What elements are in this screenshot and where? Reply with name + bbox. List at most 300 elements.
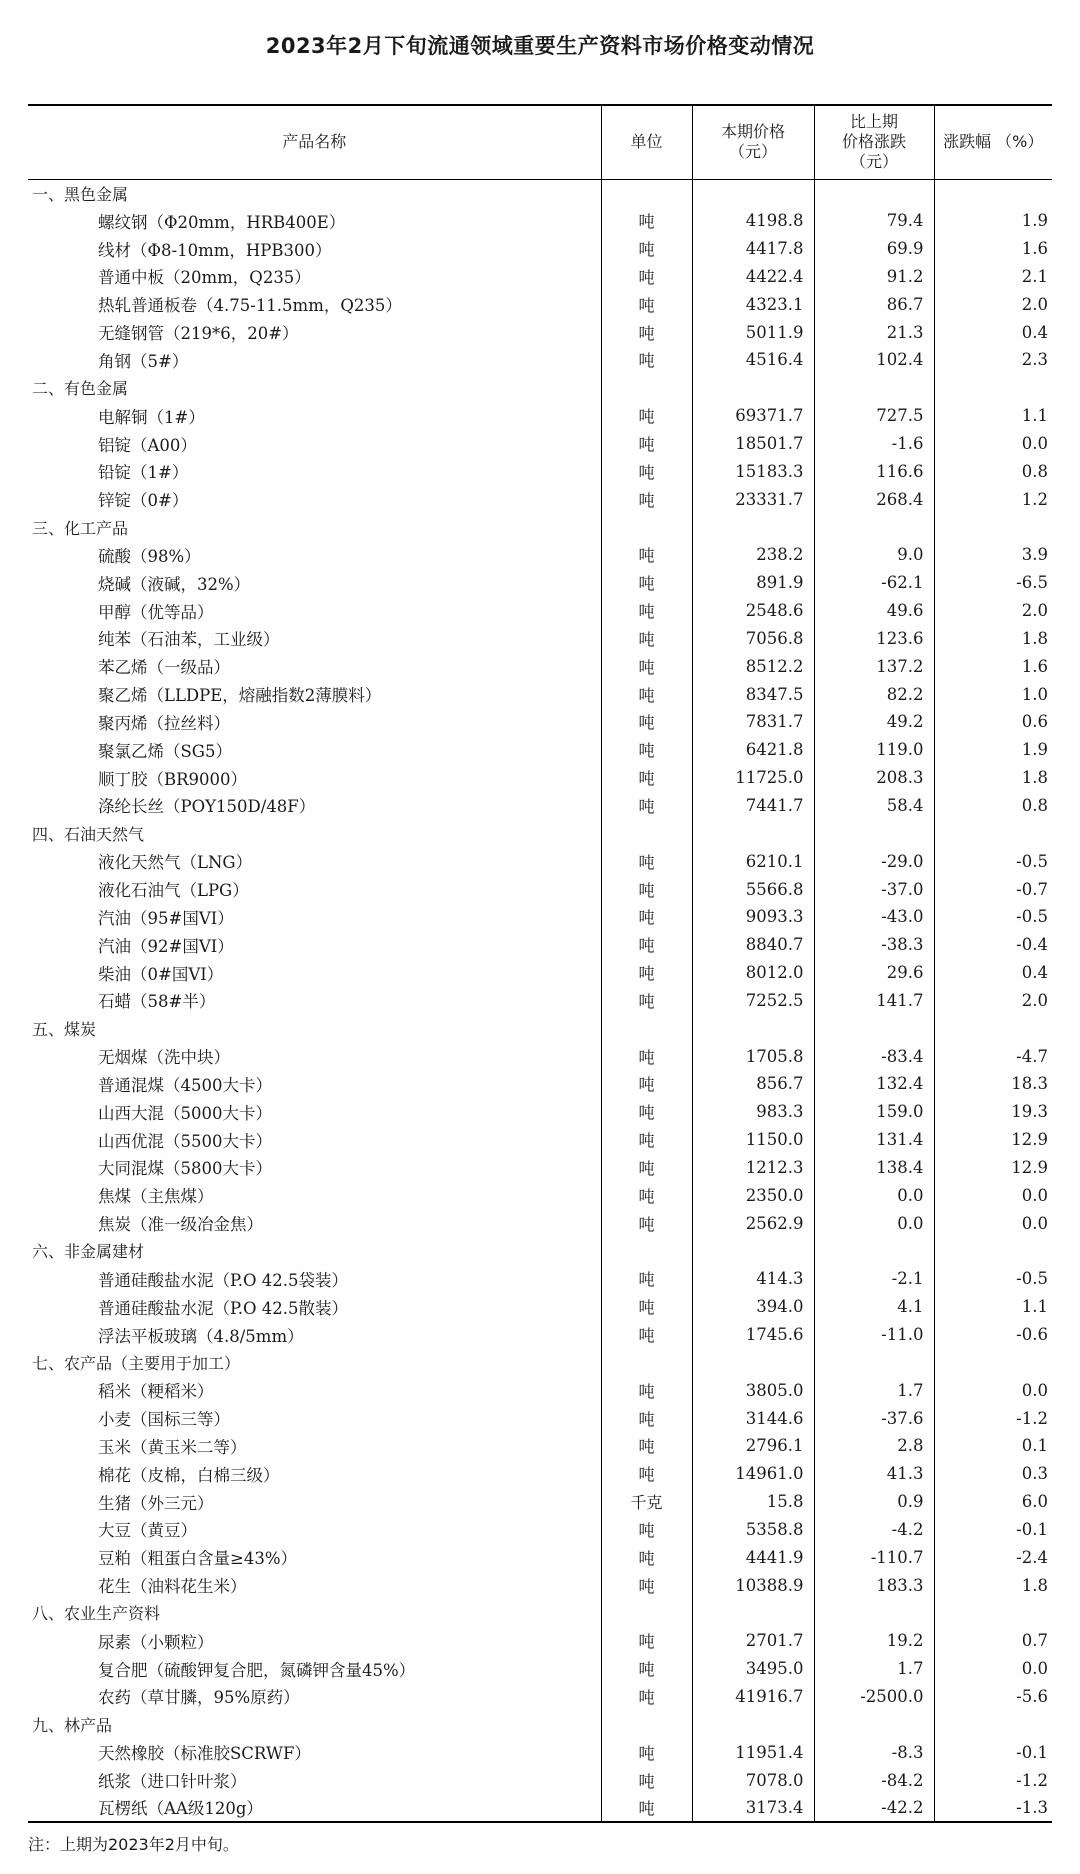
unit-cell	[601, 1237, 692, 1265]
change-cell: 21.3	[814, 318, 934, 346]
change-cell: -38.3	[814, 931, 934, 959]
pct-cell: -0.7	[934, 875, 1052, 903]
price-cell	[692, 513, 814, 541]
change-cell: 1.7	[814, 1376, 934, 1404]
product-name-cell: 瓦楞纸（AA级120g）	[28, 1794, 601, 1822]
product-name-cell: 大豆（黄豆）	[98, 1521, 197, 1541]
pct-cell: -0.5	[934, 847, 1052, 875]
unit-cell: 吨	[601, 318, 692, 346]
change-cell: -8.3	[814, 1738, 934, 1766]
unit-cell: 吨	[601, 1655, 692, 1683]
table-row	[28, 1460, 1052, 1488]
change-cell: 69.9	[814, 235, 934, 263]
unit-cell	[601, 1014, 692, 1042]
pct-cell: 1.2	[934, 485, 1052, 513]
unit-cell: 吨	[601, 1683, 692, 1711]
pct-cell: -4.7	[934, 1042, 1052, 1070]
table-row	[28, 625, 1052, 653]
price-cell: 23331.7	[692, 485, 814, 513]
change-cell: 29.6	[814, 959, 934, 987]
table-row	[28, 1627, 1052, 1655]
table-row	[28, 1488, 1052, 1516]
product-name-cell: 纸浆（进口针叶浆）	[98, 1772, 247, 1792]
change-cell: -42.2	[814, 1794, 934, 1822]
product-name-cell: 线材（Φ8-10mm，HPB300）	[98, 240, 332, 260]
header-change-line1: 比上期	[849, 112, 898, 132]
pct-cell: 3.9	[934, 541, 1052, 569]
product-name-cell: 普通硅酸盐水泥（P.O 42.5袋装）	[98, 1270, 349, 1290]
change-cell: 4.1	[814, 1293, 934, 1321]
price-cell: 4323.1	[692, 290, 814, 318]
pct-cell: -5.6	[934, 1683, 1052, 1711]
unit-cell: 吨	[601, 1627, 692, 1655]
change-cell: 123.6	[814, 625, 934, 653]
category-name-cell: 一、黑色金属	[32, 184, 129, 204]
pct-cell: 0.0	[934, 1376, 1052, 1404]
product-name-cell: 硫酸（98%）	[98, 546, 201, 566]
change-cell: -110.7	[814, 1543, 934, 1571]
pct-cell: 1.1	[934, 1293, 1052, 1321]
unit-cell: 吨	[601, 986, 692, 1014]
price-cell: 41916.7	[692, 1683, 814, 1711]
product-name-cell: 尿素（小颗粒）	[98, 1632, 214, 1652]
category-name-cell: 七、农产品（主要用于加工）	[32, 1353, 241, 1373]
change-cell: 268.4	[814, 485, 934, 513]
price-cell: 4198.8	[692, 207, 814, 235]
pct-cell	[934, 1710, 1052, 1738]
product-name-cell: 农药（草甘膦，95%原药）	[98, 1688, 300, 1708]
price-cell: 15.8	[692, 1488, 814, 1516]
product-name-cell: 石蜡（58#半）	[98, 992, 216, 1012]
product-name-cell: 锌锭（0#）	[98, 491, 189, 511]
pct-cell	[934, 1237, 1052, 1265]
unit-cell: 吨	[601, 1766, 692, 1794]
change-cell: 208.3	[814, 764, 934, 792]
product-name-cell: 顺丁胶（BR9000）	[98, 769, 248, 789]
change-cell: -62.1	[814, 569, 934, 597]
unit-cell: 吨	[601, 1738, 692, 1766]
price-cell: 983.3	[692, 1098, 814, 1126]
price-cell: 7831.7	[692, 708, 814, 736]
price-cell: 11951.4	[692, 1738, 814, 1766]
pct-cell: 2.1	[934, 263, 1052, 291]
price-cell: 7078.0	[692, 1766, 814, 1794]
price-cell: 3805.0	[692, 1376, 814, 1404]
change-cell: 41.3	[814, 1460, 934, 1488]
table-row	[28, 1655, 1052, 1683]
table-body	[28, 179, 1052, 1822]
pct-cell: 0.6	[934, 708, 1052, 736]
footnote: 注：上期为2023年2月中旬。	[28, 1835, 239, 1854]
price-cell: 15183.3	[692, 457, 814, 485]
price-cell: 4422.4	[692, 263, 814, 291]
price-cell	[692, 179, 814, 207]
change-cell: -84.2	[814, 1766, 934, 1794]
product-name-cell: 稻米（粳稻米）	[98, 1382, 214, 1402]
product-name-cell: 角钢（5#）	[98, 351, 189, 371]
pct-cell: 0.0	[934, 1209, 1052, 1237]
unit-cell	[601, 374, 692, 402]
table-row	[28, 1794, 1052, 1822]
product-name-cell: 汽油（95#国VI）	[98, 908, 234, 928]
pct-cell: -2.4	[934, 1543, 1052, 1571]
price-cell: 7441.7	[692, 792, 814, 820]
pct-cell: -1.3	[934, 1794, 1052, 1822]
product-name-cell: 复合肥（硫酸钾复合肥，氮磷钾含量45%）	[98, 1660, 416, 1680]
unit-cell	[601, 179, 692, 207]
unit-cell: 吨	[601, 1794, 692, 1822]
product-name-cell: 无烟煤（洗中块）	[98, 1048, 230, 1068]
unit-cell: 吨	[601, 903, 692, 931]
change-cell	[814, 1014, 934, 1042]
price-cell	[692, 1237, 814, 1265]
price-cell: 4417.8	[692, 235, 814, 263]
category-row	[28, 1599, 1052, 1627]
table-row	[28, 1209, 1052, 1237]
table-row	[28, 1321, 1052, 1349]
price-cell: 8012.0	[692, 959, 814, 987]
unit-cell: 吨	[601, 1070, 692, 1098]
price-cell: 2548.6	[692, 597, 814, 625]
pct-cell: 12.9	[934, 1154, 1052, 1182]
unit-cell: 吨	[601, 1154, 692, 1182]
unit-cell	[601, 1348, 692, 1376]
table-row	[28, 569, 1052, 597]
table-row	[28, 1404, 1052, 1432]
unit-cell: 吨	[601, 1432, 692, 1460]
table-row	[28, 1042, 1052, 1070]
product-name-cell: 无缝钢管（219*6，20#）	[98, 324, 299, 344]
category-name-cell: 五、煤炭	[32, 1019, 97, 1039]
category-name-cell: 六、非金属建材	[32, 1242, 145, 1262]
table-row	[28, 736, 1052, 764]
price-cell	[692, 1710, 814, 1738]
pct-cell: 1.8	[934, 1571, 1052, 1599]
price-cell	[692, 819, 814, 847]
product-name-cell: 汽油（92#国VI）	[98, 936, 234, 956]
product-name-cell: 小麦（国标三等）	[98, 1410, 230, 1430]
product-name-cell: 涤纶长丝（POY150D/48F）	[98, 797, 316, 817]
price-cell: 2796.1	[692, 1432, 814, 1460]
product-name-cell: 普通混煤（4500大卡）	[98, 1075, 272, 1095]
product-name-cell: 烧碱（液碱，32%）	[98, 574, 251, 594]
category-name-cell: 三、化工产品	[32, 518, 129, 538]
table-row	[28, 903, 1052, 931]
table-row	[28, 1516, 1052, 1544]
pct-cell: 2.0	[934, 986, 1052, 1014]
product-name-cell: 玉米（黄玉米二等）	[98, 1437, 247, 1457]
product-name-cell: 聚乙烯（LLDPE，熔融指数2薄膜料）	[98, 686, 382, 706]
unit-cell: 吨	[601, 625, 692, 653]
change-cell	[814, 179, 934, 207]
change-cell: 91.2	[814, 263, 934, 291]
change-cell: -2500.0	[814, 1683, 934, 1711]
product-name-cell: 山西大混（5000大卡）	[98, 1103, 272, 1123]
unit-cell	[601, 513, 692, 541]
change-cell: -4.2	[814, 1516, 934, 1544]
table-row	[28, 290, 1052, 318]
product-name-cell: 花生（油料花生米）	[98, 1577, 247, 1597]
unit-cell: 吨	[601, 402, 692, 430]
change-cell: 0.9	[814, 1488, 934, 1516]
price-cell: 3173.4	[692, 1794, 814, 1822]
product-name-cell: 生猪（外三元）	[98, 1493, 214, 1513]
table-row	[28, 207, 1052, 235]
price-cell: 238.2	[692, 541, 814, 569]
change-cell: 1.7	[814, 1655, 934, 1683]
change-cell	[814, 1237, 934, 1265]
category-row	[28, 1710, 1052, 1738]
price-cell: 856.7	[692, 1070, 814, 1098]
table-row	[28, 235, 1052, 263]
product-name-cell: 浮法平板玻璃（4.8/5mm）	[98, 1326, 304, 1346]
price-cell: 7056.8	[692, 625, 814, 653]
unit-cell: 吨	[601, 680, 692, 708]
table-row	[28, 1265, 1052, 1293]
table-row	[28, 457, 1052, 485]
product-name-cell: 铝锭（A00）	[98, 435, 197, 455]
change-cell: -43.0	[814, 903, 934, 931]
pct-cell: 1.6	[934, 235, 1052, 263]
pct-cell	[934, 819, 1052, 847]
product-name-cell: 普通硅酸盐水泥（P.O 42.5散装）	[98, 1298, 349, 1318]
table-row	[28, 1098, 1052, 1126]
price-cell: 2701.7	[692, 1627, 814, 1655]
price-cell: 69371.7	[692, 402, 814, 430]
unit-cell: 千克	[601, 1488, 692, 1516]
table-row	[28, 1766, 1052, 1794]
unit-cell: 吨	[601, 1181, 692, 1209]
product-name-cell: 豆粕（粗蛋白含量≥43%）	[98, 1549, 297, 1569]
price-cell: 6421.8	[692, 736, 814, 764]
pct-cell: 0.8	[934, 457, 1052, 485]
price-cell: 14961.0	[692, 1460, 814, 1488]
price-cell: 8512.2	[692, 652, 814, 680]
unit-cell: 吨	[601, 1042, 692, 1070]
change-cell: 0.0	[814, 1209, 934, 1237]
price-cell: 8840.7	[692, 931, 814, 959]
category-name-cell: 九、林产品	[32, 1715, 113, 1735]
unit-cell	[601, 819, 692, 847]
table-row	[28, 263, 1052, 291]
category-row	[28, 179, 1052, 207]
unit-cell: 吨	[601, 1126, 692, 1154]
unit-cell: 吨	[601, 1376, 692, 1404]
pct-cell: 2.0	[934, 290, 1052, 318]
table-row	[28, 1683, 1052, 1711]
pct-cell	[934, 1014, 1052, 1042]
price-cell: 7252.5	[692, 986, 814, 1014]
table-row	[28, 346, 1052, 374]
change-cell: 119.0	[814, 736, 934, 764]
table-row	[28, 680, 1052, 708]
unit-cell: 吨	[601, 1209, 692, 1237]
product-name-cell: 普通中板（20mm，Q235）	[98, 268, 311, 288]
pct-cell: -1.2	[934, 1404, 1052, 1432]
table-row	[28, 959, 1052, 987]
pct-cell	[934, 1599, 1052, 1627]
product-name-cell: 棉花（皮棉，白棉三级）	[98, 1465, 280, 1485]
price-cell: 2562.9	[692, 1209, 814, 1237]
change-cell: 183.3	[814, 1571, 934, 1599]
change-cell: 102.4	[814, 346, 934, 374]
change-cell: 727.5	[814, 402, 934, 430]
unit-cell: 吨	[601, 1404, 692, 1432]
price-cell: 9093.3	[692, 903, 814, 931]
product-name-cell: 电解铜（1#）	[98, 407, 205, 427]
price-cell: 5011.9	[692, 318, 814, 346]
pct-cell: 0.8	[934, 792, 1052, 820]
price-cell	[692, 1599, 814, 1627]
unit-cell: 吨	[601, 569, 692, 597]
unit-cell: 吨	[601, 1543, 692, 1571]
unit-cell: 吨	[601, 235, 692, 263]
category-row	[28, 374, 1052, 402]
price-cell: 10388.9	[692, 1571, 814, 1599]
table-row	[28, 986, 1052, 1014]
table-row	[28, 1154, 1052, 1182]
change-cell: 49.6	[814, 597, 934, 625]
change-cell	[814, 819, 934, 847]
pct-cell: -0.5	[934, 1265, 1052, 1293]
unit-cell: 吨	[601, 708, 692, 736]
pct-cell: 1.8	[934, 625, 1052, 653]
category-row	[28, 1237, 1052, 1265]
change-cell: 79.4	[814, 207, 934, 235]
header-change	[814, 105, 934, 179]
product-name-cell: 聚丙烯（拉丝料）	[98, 713, 230, 733]
unit-cell: 吨	[601, 346, 692, 374]
table-row	[28, 1738, 1052, 1766]
unit-cell: 吨	[601, 1516, 692, 1544]
pct-cell: -0.5	[934, 903, 1052, 931]
pct-cell: 1.0	[934, 680, 1052, 708]
unit-cell: 吨	[601, 959, 692, 987]
unit-cell: 吨	[601, 1571, 692, 1599]
pct-cell: 1.9	[934, 207, 1052, 235]
price-cell: 11725.0	[692, 764, 814, 792]
pct-cell: -6.5	[934, 569, 1052, 597]
header-change-line2: 价格涨跌	[841, 132, 906, 152]
product-name-cell: 甲醇（优等品）	[98, 602, 214, 622]
change-cell: 141.7	[814, 986, 934, 1014]
pct-cell: -0.4	[934, 931, 1052, 959]
product-name-cell: 螺纹钢（Φ20mm，HRB400E）	[98, 212, 346, 232]
price-cell: 5358.8	[692, 1516, 814, 1544]
price-cell: 394.0	[692, 1293, 814, 1321]
product-name-cell: 焦煤（主焦煤）	[98, 1187, 214, 1207]
unit-cell: 吨	[601, 736, 692, 764]
product-name-cell: 天然橡胶（标准胶SCRWF）	[98, 1744, 311, 1764]
table-row	[28, 1543, 1052, 1571]
price-cell: 1212.3	[692, 1154, 814, 1182]
unit-cell: 吨	[601, 847, 692, 875]
change-cell: 137.2	[814, 652, 934, 680]
header-change-line3: （元）	[849, 152, 898, 172]
product-name-cell: 液化天然气（LNG）	[98, 853, 253, 873]
price-cell: 4516.4	[692, 346, 814, 374]
price-cell	[692, 1014, 814, 1042]
table-row	[28, 764, 1052, 792]
unit-cell: 吨	[601, 1460, 692, 1488]
pct-cell: 1.6	[934, 652, 1052, 680]
product-name-cell: 液化石油气（LPG）	[98, 881, 249, 901]
unit-cell: 吨	[601, 764, 692, 792]
change-cell: 49.2	[814, 708, 934, 736]
pct-cell: 18.3	[934, 1070, 1052, 1098]
change-cell: 116.6	[814, 457, 934, 485]
table-row	[28, 1070, 1052, 1098]
pct-cell: 6.0	[934, 1488, 1052, 1516]
pct-cell	[934, 1348, 1052, 1376]
change-cell: 131.4	[814, 1126, 934, 1154]
change-cell	[814, 513, 934, 541]
header-unit: 单位	[601, 105, 692, 179]
pct-cell: 0.0	[934, 430, 1052, 458]
pct-cell: 0.7	[934, 1627, 1052, 1655]
change-cell: 9.0	[814, 541, 934, 569]
product-name-cell: 大同混煤（5800大卡）	[98, 1159, 272, 1179]
unit-cell: 吨	[601, 457, 692, 485]
unit-cell: 吨	[601, 792, 692, 820]
header-price-line1: 本期价格	[720, 122, 785, 142]
change-cell: 0.0	[814, 1181, 934, 1209]
price-cell: 1745.6	[692, 1321, 814, 1349]
category-row	[28, 1014, 1052, 1042]
table-row	[28, 792, 1052, 820]
table-row	[28, 1376, 1052, 1404]
price-cell: 2350.0	[692, 1181, 814, 1209]
change-cell: -29.0	[814, 847, 934, 875]
change-cell: 159.0	[814, 1098, 934, 1126]
pct-cell: 19.3	[934, 1098, 1052, 1126]
table-row	[28, 1181, 1052, 1209]
unit-cell: 吨	[601, 263, 692, 291]
table-row	[28, 875, 1052, 903]
table-row	[28, 430, 1052, 458]
price-cell	[692, 374, 814, 402]
pct-cell: 0.3	[934, 1460, 1052, 1488]
unit-cell: 吨	[601, 931, 692, 959]
page-title: 2023年2月下旬流通领域重要生产资料市场价格变动情况	[265, 34, 815, 58]
change-cell: -1.6	[814, 430, 934, 458]
pct-cell: -0.1	[934, 1738, 1052, 1766]
product-name-cell: 铅锭（1#）	[98, 463, 189, 483]
unit-cell: 吨	[601, 1098, 692, 1126]
price-cell: 3144.6	[692, 1404, 814, 1432]
pct-cell: 0.0	[934, 1655, 1052, 1683]
header-price-line2: （元）	[728, 142, 777, 162]
product-name-cell: 纯苯（石油苯，工业级）	[98, 630, 280, 650]
change-cell: -11.0	[814, 1321, 934, 1349]
pct-cell: 1.8	[934, 764, 1052, 792]
unit-cell: 吨	[601, 875, 692, 903]
change-cell: 86.7	[814, 290, 934, 318]
table-header-row	[28, 105, 1052, 179]
change-cell: 2.8	[814, 1432, 934, 1460]
change-cell: -37.6	[814, 1404, 934, 1432]
header-price	[692, 105, 814, 179]
price-cell: 414.3	[692, 1265, 814, 1293]
table-row	[28, 708, 1052, 736]
change-cell	[814, 1599, 934, 1627]
product-name-cell: 聚氯乙烯（SG5）	[98, 741, 232, 761]
change-cell: -83.4	[814, 1042, 934, 1070]
header-pct: 涨跌幅 （%）	[934, 105, 1052, 179]
pct-cell: 12.9	[934, 1126, 1052, 1154]
pct-cell: 2.0	[934, 597, 1052, 625]
unit-cell	[601, 1710, 692, 1738]
